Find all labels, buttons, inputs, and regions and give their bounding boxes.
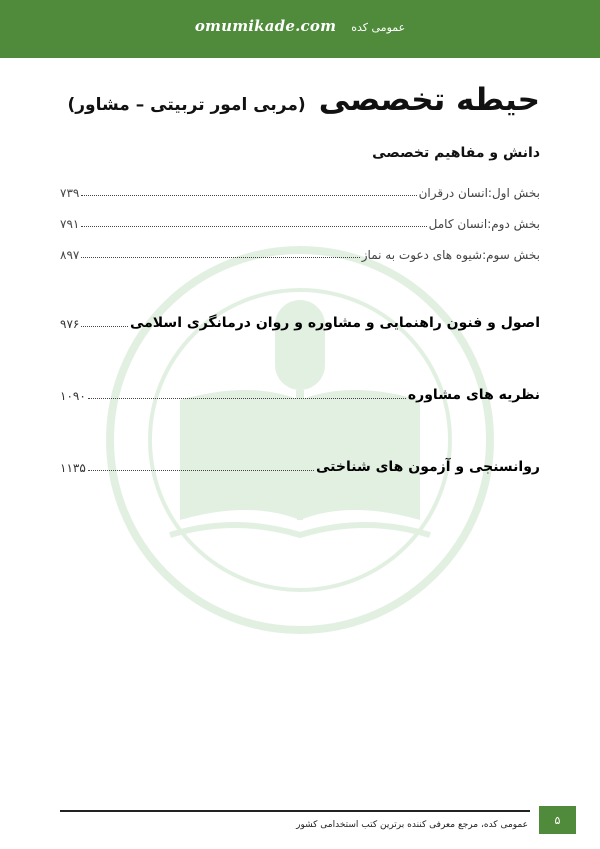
toc-entry[interactable] bbox=[60, 211, 540, 231]
brand-tag: عمومی کده bbox=[351, 21, 406, 34]
toc-leader-dots bbox=[81, 256, 359, 258]
toc-entry-label: نظریه های مشاوره bbox=[407, 387, 540, 403]
watermark-logo bbox=[100, 240, 500, 640]
toc-page-number: ۸۹۷ bbox=[60, 248, 80, 262]
toc-leader-dots bbox=[88, 397, 406, 399]
brand-name: omumikade.com bbox=[194, 17, 337, 35]
header-content bbox=[0, 16, 600, 35]
toc-entry[interactable] bbox=[60, 180, 540, 200]
page-title bbox=[67, 82, 540, 118]
toc-entry[interactable] bbox=[60, 383, 540, 403]
title-main: حیطه تخصصی bbox=[318, 82, 540, 118]
page-header bbox=[0, 0, 600, 58]
footer-text: عمومی کده، مرجع معرفی کننده برترین کتب استخدامی کشور bbox=[296, 820, 528, 830]
toc-leader-dots bbox=[81, 225, 426, 227]
toc-entry-label: بخش دوم:انسان کامل bbox=[428, 217, 540, 231]
toc-entry[interactable] bbox=[60, 242, 540, 262]
section-heading: دانش و مفاهیم تخصصی bbox=[372, 145, 540, 161]
toc-leader-dots bbox=[88, 469, 314, 471]
toc-entry[interactable] bbox=[60, 455, 540, 475]
toc-entry[interactable] bbox=[60, 311, 540, 331]
toc-leader-dots bbox=[81, 194, 416, 196]
toc-entry-label: بخش سوم:شیوه های دعوت به نماز bbox=[361, 248, 540, 262]
footer-divider bbox=[60, 810, 530, 812]
footer-page-number: ۵ bbox=[539, 806, 576, 834]
toc-entry-label: اصول و فنون راهنمایی و مشاوره و روان درمانگری اسلامی bbox=[129, 315, 540, 331]
toc-entry-label: بخش اول:انسان درقران bbox=[418, 186, 540, 200]
toc-leader-dots bbox=[81, 325, 128, 327]
toc-page-number: ۷۳۹ bbox=[60, 186, 80, 200]
toc-page-number: ۷۹۱ bbox=[60, 217, 80, 231]
toc-page-number: ۱۰۹۰ bbox=[60, 389, 86, 403]
toc-page-number: ۹۷۶ bbox=[60, 317, 80, 331]
title-sub: (مربی امور تربیتی – مشاور) bbox=[67, 95, 306, 115]
toc-page-number: ۱۱۳۵ bbox=[60, 461, 86, 475]
toc-entry-label: روانسنجی و آزمون های شناختی bbox=[316, 459, 540, 475]
